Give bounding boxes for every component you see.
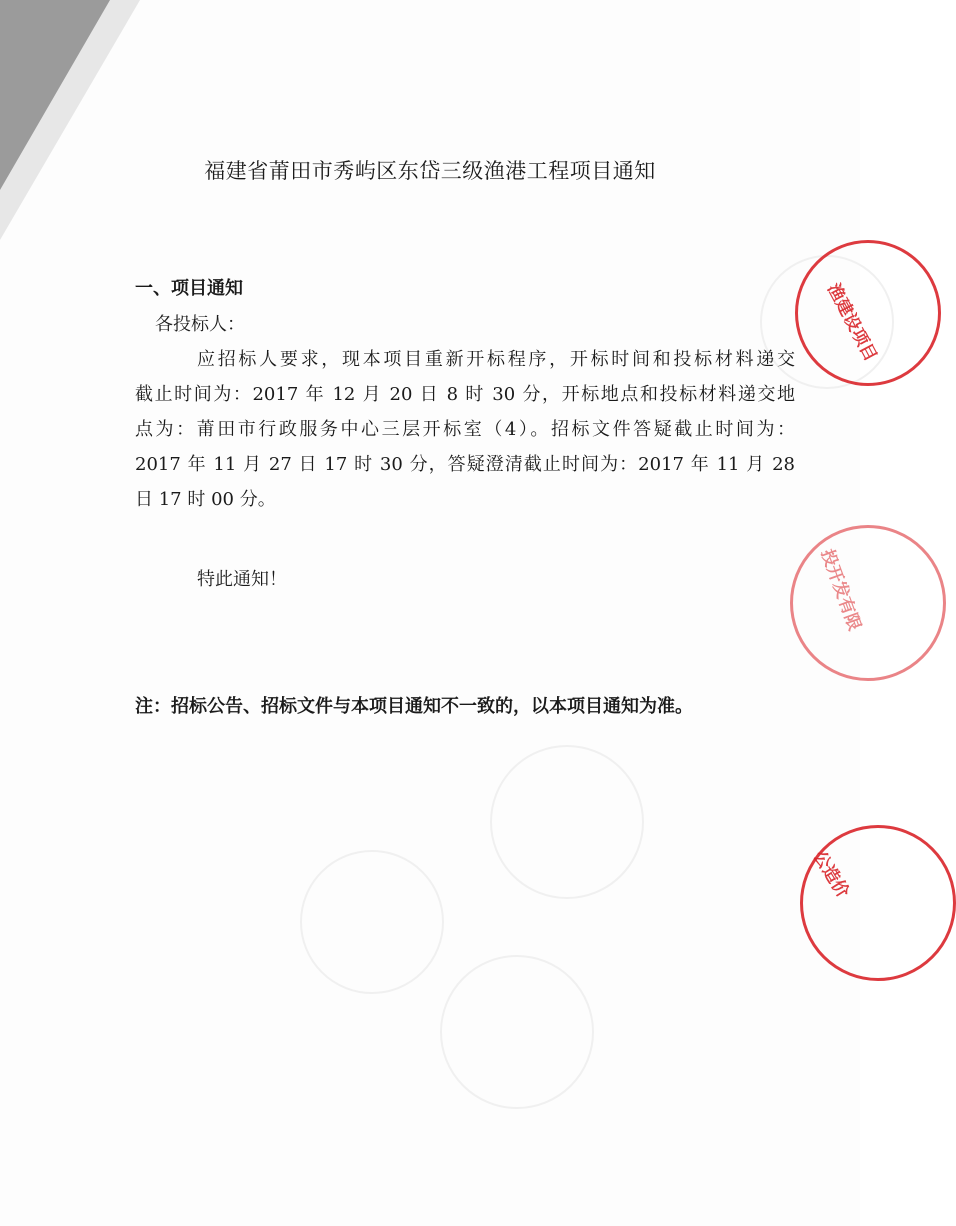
closing-line: 特此通知！ <box>197 569 287 590</box>
bleed-circle <box>490 745 644 899</box>
seal-lettering: 渔建设项目 <box>822 280 881 365</box>
document-title: 福建省莆田市秀屿区东岱三级渔港工程项目通知 <box>204 159 656 183</box>
body-line: 2017 年 11 月 27 日 17 时 30 分，答疑澄清截止时间为：2017 年 11 月 28 <box>135 454 795 475</box>
company-seal <box>790 525 946 681</box>
note-line: 注：招标公告、招标文件与本项目通知不一致的，以本项目通知为准。 <box>135 696 693 717</box>
bleed-circle <box>440 955 594 1109</box>
body-line: 点为：莆田市行政服务中心三层开标室（4）。招标文件答疑截止时间为： <box>135 419 795 440</box>
body-line: 日 17 时 00 分。 <box>135 489 276 510</box>
seal-lettering: 公造价 <box>808 847 853 902</box>
body-line: 应招标人要求，现本项目重新开标程序，开标时间和投标材料递交 <box>197 349 795 370</box>
body-line: 截止时间为：2017 年 12 月 20 日 8 时 30 分，开标地点和投标材料递交地 <box>135 384 795 405</box>
section-heading: 一、项目通知 <box>135 278 243 299</box>
bleed-circle <box>300 850 444 994</box>
company-seal <box>795 240 941 386</box>
seal-lettering: 投开发有限 <box>816 546 865 634</box>
salutation: 各投标人： <box>155 314 245 335</box>
